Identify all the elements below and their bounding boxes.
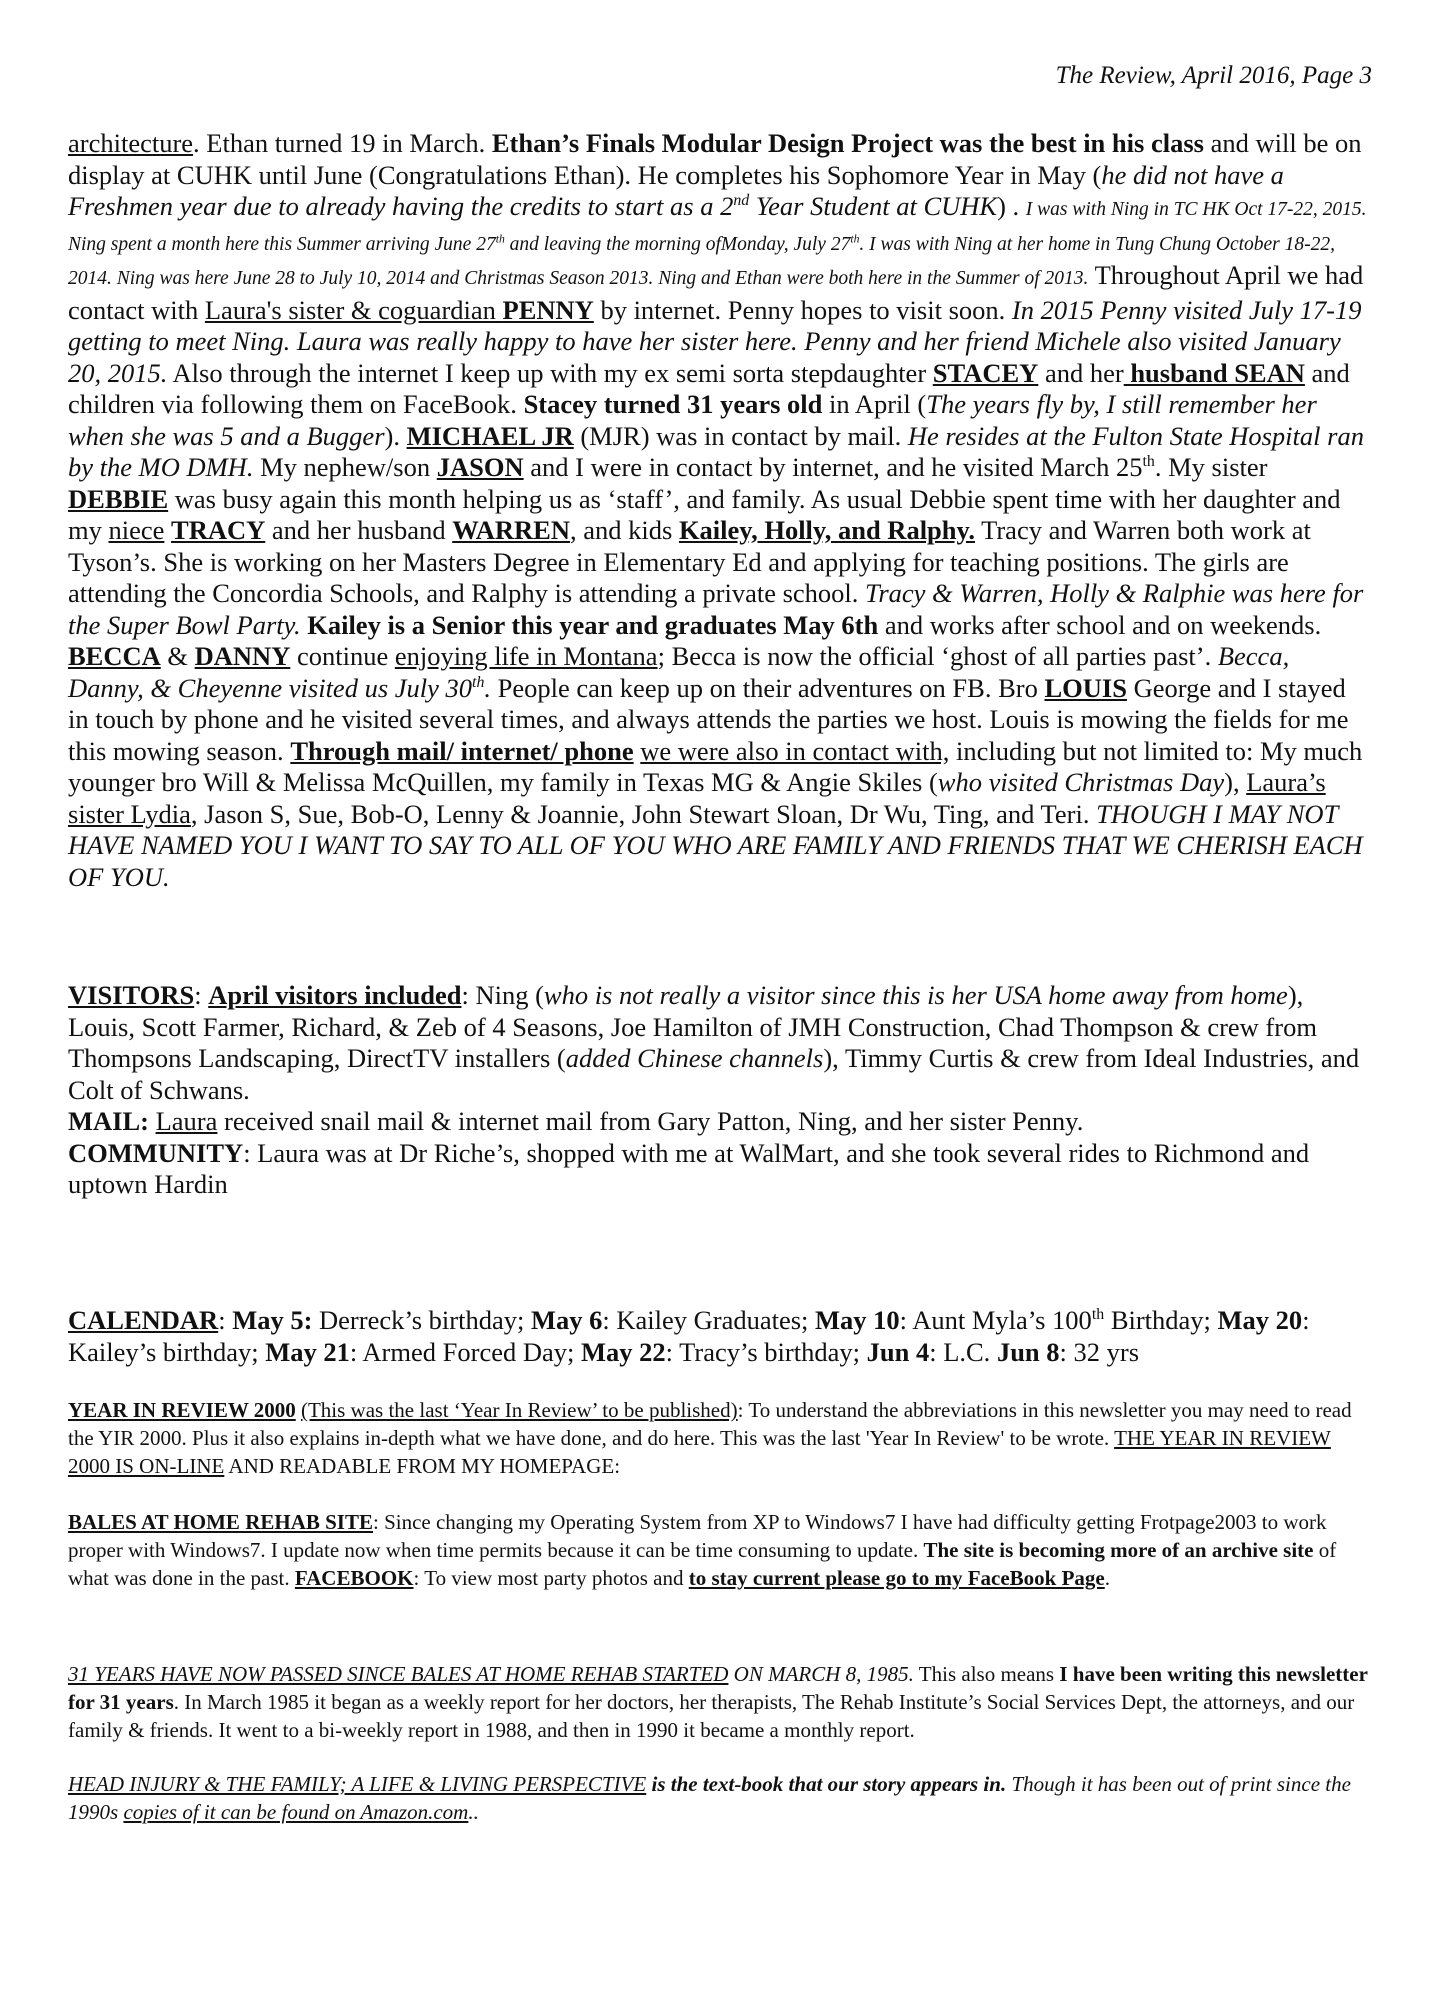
anniversary-paragraph: 31 YEARS HAVE NOW PASSED SINCE BALES AT HOME REHAB STARTED ON MARCH 8, 1985. This also means I have been writing this newsletter for 31 years. In March 1985 it began as a weekly report for her doctors, her therapists, The Rehab Institute’s Social Services Dept, the attorneys, and our family & friends. It went to a bi-weekly report in 1988, and then in 1990 it became a monthly report.	[68, 1662, 1368, 1742]
running-header: The Review, April 2016, Page 3	[1055, 62, 1372, 89]
rehab-site-heading: BALES AT HOME REHAB SITE	[68, 1510, 373, 1534]
name-jason: JASON	[436, 452, 524, 482]
community-paragraph: COMMUNITY: Laura was at Dr Riche’s, shopped with me at WalMart, and she took several rides to Richmond and uptown Hardin	[68, 1137, 1310, 1199]
family-news-paragraph: architecture. Ethan turned 19 in March. Ethan’s Finals Modular Design Project was the best in his class and will be on display at CUHK until June (Congratulations Ethan). He completes his Sophomore Year in May (he did not have a Freshmen year due to already having the credits to start as a 2nd Year Student at CUHK) . I was with Ning in TC HK Oct 17-22, 2015. Ning spent a month here this Summer arriving June 27th and leaving the morning ofMonday, July 27th. I was with Ning at her home in Tung Chung October 18-22, 2014. Ning was here June 28 to July 10, 2014 and Christmas Season 2013. Ning and Ethan were both here in the Summer of 2013. Throughout April we had contact with Laura's sister & coguardian PENNY by internet. Penny hopes to visit soon. In 2015 Penny visited July 17-19 getting to meet Ning. Laura was really happy to have her sister here. Penny and her friend Michele also visited January 20, 2015. Also through the internet I keep up with my ex semi sorta stepdaughter STACEY and her husband SEAN and children via following them on FaceBook. Stacey turned 31 years old in April (The years fly by, I still remember her when she was 5 and a Bugger). MICHAEL JR (MJR) was in contact by mail. He resides at the Fulton State Hospital ran by the MO DMH. My nephew/son JASON and I were in contact by internet, and he visited March 25th. My sister DEBBIE was busy again this month helping us as ‘staff’, and family. As usual Debbie spent time with her daughter and my niece TRACY and her husband WARREN, and kids Kailey, Holly, and Ralphy. Tracy and Warren both work at Tyson’s. She is working on her Masters Degree in Elementary Ed and applying for teaching positions. The girls are attending the Concordia Schools, and Ralphy is attending a private school. Tracy & Warren, Holly & Ralphie was here for the Super Bowl Party. Kailey is a Senior this year and graduates May 6th and works after school and on weekends. BECCA & DANNY continue enjoying life in Montana; Becca is now the official ‘ghost of all parties past’. Becca, Danny, & Cheyenne visited us July 30th. People can keep up on their adventures on FB. Bro LOUIS George and I stayed in touch by phone and he visited several times, and always attends the parties we host. Louis is mowing the fields for me this mowing season. Through mail/ internet/ phone we were also in contact with, including but not limited to: My much younger bro Will & Melissa McQuillen, my family in Texas MG & Angie Skiles (who visited Christmas Day), Laura’s sister Lydia, Jason S, Sue, Bob-O, Lenny & Joannie, John Stewart Sloan, Dr Wu, Ting, and Teri. THOUGH I MAY NOT HAVE NAMED YOU I WANT TO SAY TO ALL OF YOU WHO ARE FAMILY AND FRIENDS THAT WE CHERISH EACH OF YOU.	[68, 128, 1367, 892]
visitors-paragraph: VISITORS: April visitors included: Ning (who is not really a visitor since this is her USA home away from home), Louis, Scott Farmer, Richard, & Zeb of 4 Seasons, Joe Hamilton of JMH Construction, Chad Thompson & crew from Thompsons Landscaping, DirectTV installers (added Chinese channels), Timmy Curtis & crew from Ideal Industries, and Colt of Schwans.	[68, 980, 1360, 1105]
cherish-message: THOUGH I MAY NOT HAVE NAMED YOU I WANT TO SAY TO ALL OF YOU WHO ARE FAMILY AND FRIENDS THAT WE CHERISH EACH OF YOU.	[68, 798, 1363, 892]
name-warren: WARREN	[452, 515, 570, 545]
name-becca: BECCA	[68, 641, 161, 671]
calendar-paragraph: CALENDAR: May 5: Derreck’s birthday; May 6: Kailey Graduates; May 10: Aunt Myla’s 100th Birthday; May 20: Kailey’s birthday; May 21: Armed Forced Day; May 22: Tracy’s birthday; Jun 4: L.C. Jun 8: 32 yrs	[68, 1305, 1310, 1367]
name-debbie: DEBBIE	[68, 483, 169, 514]
anniversary-heading: 31 YEARS HAVE NOW PASSED SINCE BALES AT HOME REHAB STARTED	[68, 1662, 729, 1686]
name-penny: PENNY	[502, 294, 594, 325]
visitors-section	[68, 980, 1368, 1201]
name-danny: DANNY	[194, 641, 291, 671]
names-kids: Kailey, Holly, and Ralphy.	[678, 515, 975, 545]
facebook-page-link: to stay current please go to my FaceBook Page	[688, 1566, 1105, 1590]
visitors-heading: VISITORS	[68, 980, 195, 1010]
calendar-heading: CALENDAR	[68, 1305, 219, 1335]
year-in-review-paragraph: YEAR IN REVIEW 2000 (This was the last ‘Year In Review’ to be published): To understand the abbreviations in this newsletter you may need to read the YIR 2000. Plus it also explains in-depth what we have done, and do here. This was the last 'Year In Review' to be wrote. THE YEAR IN REVIEW 2000 IS ON-LINE AND READABLE FROM MY HOMEPAGE:	[68, 1398, 1352, 1478]
name-sean: husband SEAN	[1123, 357, 1305, 388]
mail-paragraph: MAIL: Laura received snail mail & internet mail from Gary Patton, Ning, and her sister Penny.	[68, 1106, 1084, 1136]
amazon-link: copies of it can be found on Amazon.com	[123, 1800, 469, 1824]
rehab-site-paragraph: BALES AT HOME REHAB SITE: Since changing my Operating System from XP to Windows7 I have had difficulty getting Frotpage2003 to work proper with Windows7. I update now when time permits because it can be time consuming to update. The site is becoming more of an archive site of what was done in the past. FACEBOOK: To view most party photos and to stay current please go to my FaceBook Page.	[68, 1510, 1337, 1590]
ning-visits-note: I was with Ning in TC HK Oct 17-22, 2015. Ning spent a month here this Summer arriving June 27th and leaving the morning ofMonday, July 27th. I was with Ning at her home in Tung Chung October 18-22, 2014. Ning was here June 28 to July 10, 2014 and Christmas Season 2013. Ning and Ethan were both here in the Summer of 2013.	[68, 199, 1367, 289]
textbook-title: HEAD INJURY & THE FAMILY; A LIFE & LIVING PERSPECTIVE	[68, 1772, 647, 1796]
name-louis: LOUIS	[1044, 672, 1127, 703]
name-tracy: TRACY	[171, 515, 266, 545]
textbook-paragraph: HEAD INJURY & THE FAMILY; A LIFE & LIVING PERSPECTIVE is the text-book that our story appears in. Though it has been out of print since the 1990s copies of it can be found on Amazon.com..	[68, 1772, 1351, 1824]
name-michael-jr: MICHAEL JR	[406, 420, 574, 451]
mail-heading: MAIL:	[68, 1106, 149, 1136]
name-stacey: STACEY	[932, 357, 1039, 388]
penny-visit-note: In 2015 Penny visited July 17-19 getting to meet Ning. Laura was really happy to have her sister here. Penny and her friend Michele also visited January 20, 2015.	[68, 294, 1362, 388]
community-heading: COMMUNITY	[68, 1137, 244, 1168]
facebook-heading: FACEBOOK	[294, 1566, 414, 1590]
year-in-review-heading: YEAR IN REVIEW 2000	[68, 1398, 296, 1422]
